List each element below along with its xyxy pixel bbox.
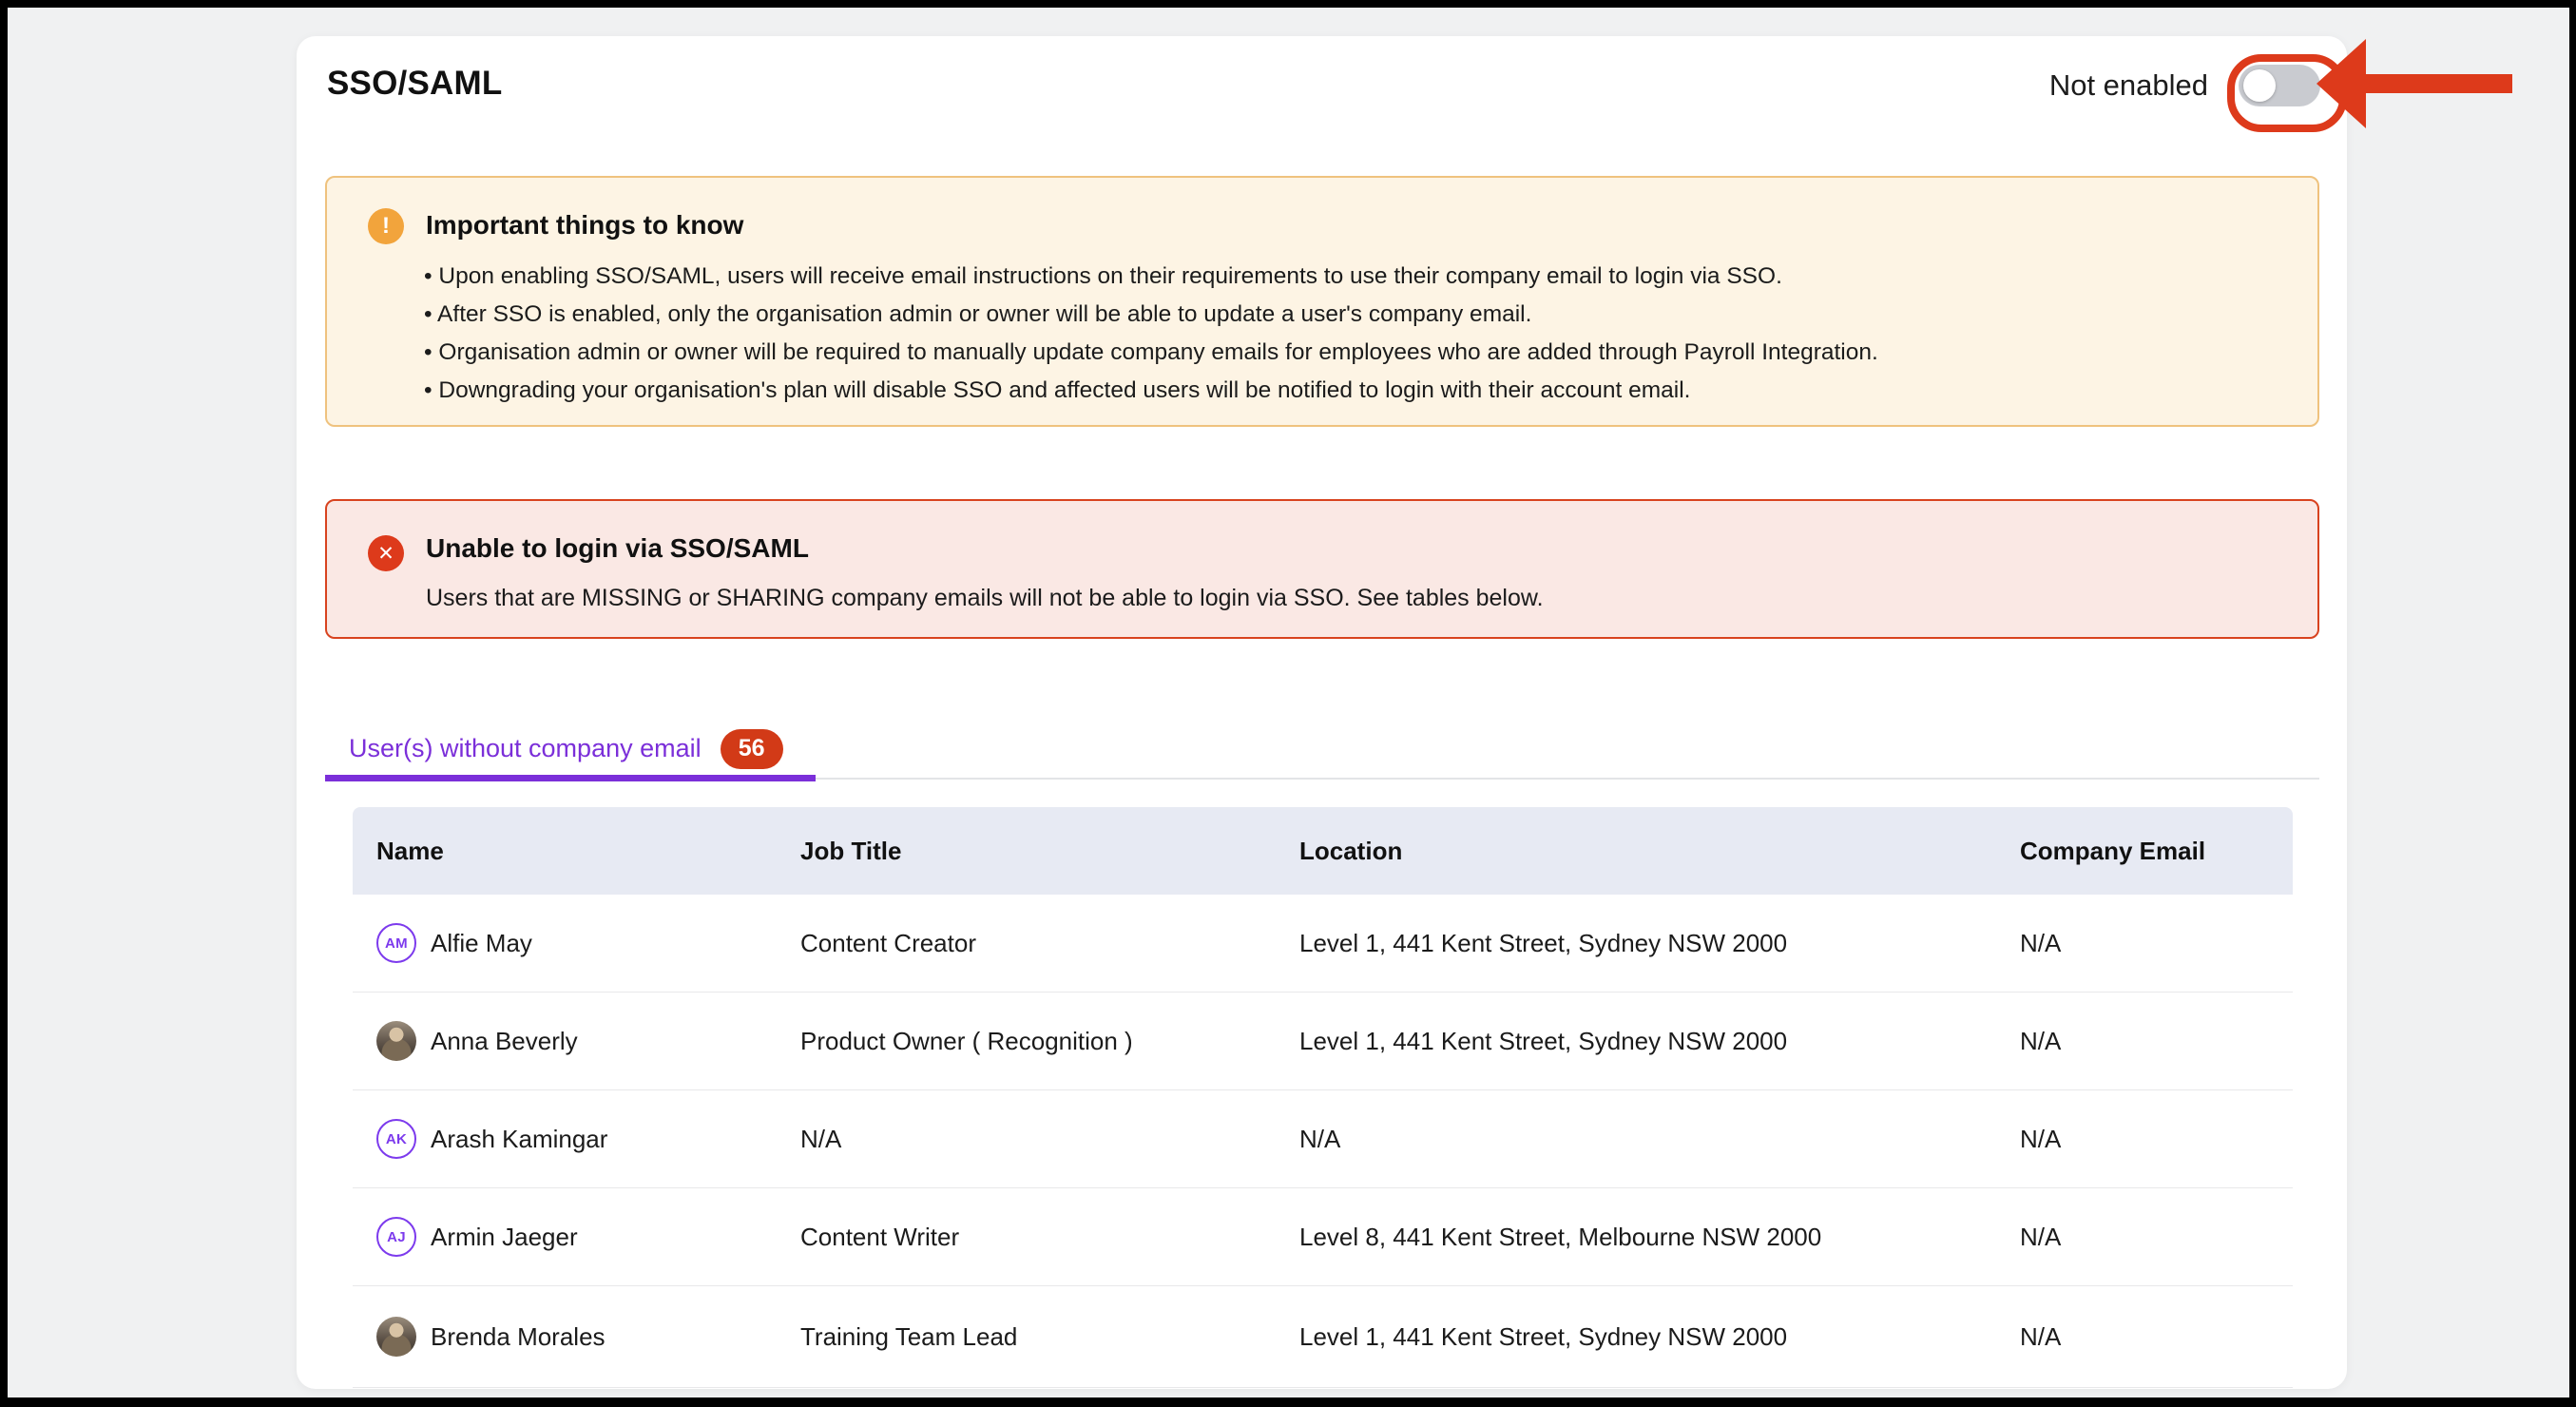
location-cell: Level 8, 441 Kent Street, Melbourne NSW 2000 xyxy=(1299,1222,1822,1251)
column-header-job-title: Job Title xyxy=(800,836,902,865)
location-cell: Level 1, 441 Kent Street, Sydney NSW 2000 xyxy=(1299,1321,1788,1351)
error-alert xyxy=(325,499,2319,639)
info-bullet: • Upon enabling SSO/SAML, users will receive email instructions on their requirements to use their company email to login via SSO. xyxy=(424,258,1878,296)
info-alert-title: Important things to know xyxy=(426,210,744,240)
sso-toggle-group xyxy=(2049,57,2320,114)
info-bullet: • Downgrading your organisation's plan will disable SSO and affected users will be notified to login with their account email. xyxy=(424,372,1878,410)
sso-toggle[interactable] xyxy=(2239,65,2320,106)
toggle-knob-icon xyxy=(2243,69,2276,102)
info-alert-bullets xyxy=(424,258,1878,410)
error-alert-title: Unable to login via SSO/SAML xyxy=(426,533,809,563)
page-background xyxy=(8,8,2569,1397)
toggle-status-label: Not enabled xyxy=(2048,68,2208,102)
avatar-photo xyxy=(376,1317,416,1357)
avatar-photo xyxy=(376,1021,416,1061)
toggle-track[interactable] xyxy=(2239,65,2320,106)
error-alert-message: Users that are MISSING or SHARING company emails will not be able to login via SSO. See tables below. xyxy=(426,585,1544,611)
job-title-cell: Product Owner ( Recognition ) xyxy=(800,1026,1133,1055)
avatar: AK xyxy=(376,1119,416,1159)
company-email-cell: N/A xyxy=(2020,1321,2062,1351)
arrow-shaft xyxy=(2360,74,2512,93)
company-email-cell: N/A xyxy=(2020,1222,2062,1251)
user-name: Brenda Morales xyxy=(431,1321,606,1351)
table-row xyxy=(353,993,2293,1090)
sso-saml-card xyxy=(297,36,2347,1389)
company-email-cell: N/A xyxy=(2020,1124,2062,1153)
user-name: Armin Jaeger xyxy=(431,1222,578,1251)
job-title-cell: Content Creator xyxy=(800,928,976,957)
location-cell: Level 1, 441 Kent Street, Sydney NSW 2000 xyxy=(1299,1026,1788,1055)
table-header-row xyxy=(353,807,2293,895)
job-title-cell: Training Team Lead xyxy=(800,1321,1018,1351)
table-row xyxy=(353,1188,2293,1286)
job-title-cell: N/A xyxy=(800,1124,842,1153)
users-table xyxy=(353,807,2293,1388)
page-title: SSO/SAML xyxy=(327,65,503,102)
info-bullet: • Organisation admin or owner will be required to manually update company emails for employees who are added through Payroll Integration. xyxy=(424,334,1878,372)
tab-count-badge: 56 xyxy=(721,729,783,769)
company-email-cell: N/A xyxy=(2020,928,2062,957)
user-name: Anna Beverly xyxy=(431,1026,578,1055)
user-name: Alfie May xyxy=(431,928,532,957)
location-cell: N/A xyxy=(1299,1124,1341,1153)
info-bullet: • After SSO is enabled, only the organisation admin or owner will be able to update a user's company email. xyxy=(424,296,1878,334)
warning-icon: ! xyxy=(368,208,404,244)
company-email-cell: N/A xyxy=(2020,1026,2062,1055)
column-header-name: Name xyxy=(376,836,444,865)
avatar: AJ xyxy=(376,1217,416,1257)
avatar: AM xyxy=(376,923,416,963)
table-row xyxy=(353,1286,2293,1388)
location-cell: Level 1, 441 Kent Street, Sydney NSW 2000 xyxy=(1299,928,1788,957)
active-tab-underline xyxy=(325,775,816,781)
job-title-cell: Content Writer xyxy=(800,1222,960,1251)
table-row xyxy=(353,895,2293,993)
column-header-location: Location xyxy=(1299,836,1403,865)
tab-users-without-company-email[interactable] xyxy=(325,723,783,775)
table-row xyxy=(353,1090,2293,1188)
user-name: Arash Kamingar xyxy=(431,1124,608,1153)
column-header-company-email: Company Email xyxy=(2020,836,2206,865)
info-alert xyxy=(325,176,2319,427)
tab-label: User(s) without company email xyxy=(349,734,702,762)
error-cross-icon: ✕ xyxy=(368,535,404,571)
